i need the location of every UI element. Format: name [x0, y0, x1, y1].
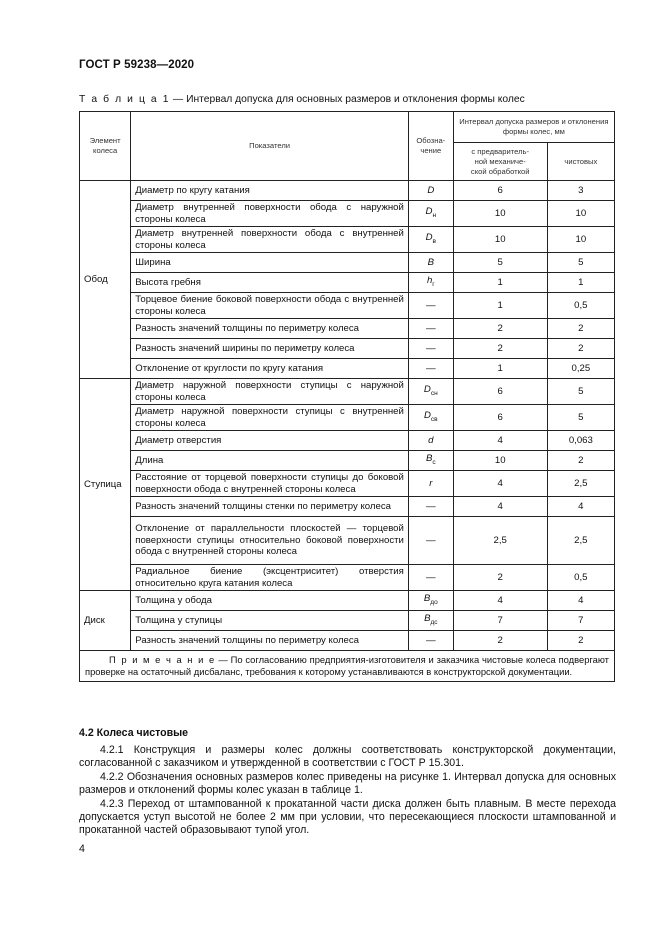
- designation-symbol: B: [423, 592, 431, 604]
- row-preliminary: 10: [453, 227, 547, 253]
- header-indicator: Показатели: [131, 112, 409, 181]
- designation-subscript: н: [432, 211, 437, 219]
- designation-symbol: D: [425, 205, 433, 217]
- designation-symbol: B: [424, 612, 431, 624]
- row-designation: [408, 339, 453, 359]
- table-row: [80, 273, 615, 293]
- row-designation: [408, 359, 453, 379]
- table-row: [80, 227, 615, 253]
- table-row: [80, 201, 615, 227]
- row-designation: [408, 181, 453, 201]
- row-finishing: 0,5: [547, 565, 614, 591]
- row-indicator: Диаметр внутренней поверхности обода с наружной стороны колеса: [131, 201, 409, 227]
- paragraph-4-2-3: 4.2.3 Переход от штампованной к прокатанной части диска должен быть плавным. В месте перехода допускается уступ высотой не более 2 мм при условии, что пересекающиеся плоскости штампованной и прокатанной частей образовывают тупой угол.: [79, 798, 616, 836]
- row-designation: [408, 565, 453, 591]
- row-indicator: Диаметр наружной поверхности ступицы с внутренней стороны колеса: [131, 405, 409, 431]
- group-rim: Обод: [80, 181, 131, 379]
- table-note-row: [80, 651, 615, 682]
- row-preliminary: 1: [453, 273, 547, 293]
- row-finishing: 2: [547, 339, 614, 359]
- row-indicator: Диаметр внутренней поверхности обода с внутренней стороны колеса: [131, 227, 409, 253]
- table-row: [80, 431, 615, 451]
- row-preliminary: 10: [453, 201, 547, 227]
- row-preliminary: 10: [453, 451, 547, 471]
- row-designation: [408, 273, 453, 293]
- table-row: [80, 293, 615, 319]
- row-designation: [408, 253, 453, 273]
- row-finishing: 4: [547, 591, 614, 611]
- designation-symbol: —: [426, 322, 436, 334]
- table-row: [80, 451, 615, 471]
- row-preliminary: 2: [453, 319, 547, 339]
- header-element: Элемент колеса: [80, 112, 131, 181]
- designation-symbol: h: [426, 274, 433, 286]
- table-row: [80, 565, 615, 591]
- row-designation: [408, 227, 453, 253]
- note-label: П р и м е ч а н и е: [109, 654, 216, 665]
- row-finishing: 1: [547, 273, 614, 293]
- row-finishing: 0,063: [547, 431, 614, 451]
- row-indicator: Диаметр отверстия: [131, 431, 409, 451]
- row-finishing: 2: [547, 451, 614, 471]
- row-designation: [408, 379, 453, 405]
- table-row: [80, 181, 615, 201]
- designation-symbol: —: [426, 342, 436, 354]
- page-number: 4: [79, 843, 85, 855]
- document-header: ГОСТ Р 59238—2020: [79, 59, 195, 71]
- designation-subscript: г: [432, 280, 435, 288]
- row-preliminary: 4: [453, 497, 547, 517]
- table-row: [80, 253, 615, 273]
- designation-symbol: D: [425, 231, 433, 243]
- row-preliminary: 7: [453, 611, 547, 631]
- table-caption: [79, 94, 525, 105]
- row-indicator: Длина: [131, 451, 409, 471]
- table-body: [80, 181, 615, 682]
- designation-subscript: св: [430, 415, 438, 423]
- row-finishing: 10: [547, 227, 614, 253]
- row-indicator: Радиальное биение (эксцентриситет) отверстия относительно круга катания колеса: [131, 565, 409, 591]
- row-finishing: 7: [547, 611, 614, 631]
- designation-subscript: сн: [430, 389, 438, 397]
- designation-symbol: —: [426, 362, 436, 374]
- row-indicator: Разность значений толщины стенки по периметру колеса: [131, 497, 409, 517]
- row-finishing: 2: [547, 631, 614, 651]
- row-designation: [408, 471, 453, 497]
- row-designation: [408, 201, 453, 227]
- designation-symbol: B: [425, 452, 433, 464]
- designation-symbol: B: [427, 256, 434, 268]
- table-row: [80, 405, 615, 431]
- row-preliminary: 2,5: [453, 517, 547, 565]
- row-designation: [408, 591, 453, 611]
- tolerance-table: [79, 111, 615, 682]
- row-preliminary: 6: [453, 379, 547, 405]
- table-row: [80, 319, 615, 339]
- row-designation: [408, 497, 453, 517]
- paragraph-4-2-1: 4.2.1 Конструкция и размеры колес должны соответствовать конструкторской документации, согласованной с заказчиком и утвержденной в соответствии с ГОСТ Р 15.301.: [79, 744, 616, 769]
- designation-subscript: дс: [430, 618, 438, 626]
- table-row: [80, 339, 615, 359]
- designation-symbol: —: [426, 500, 436, 512]
- designation-subscript: до: [430, 598, 438, 606]
- table-note: [80, 651, 615, 682]
- designation-symbol: —: [426, 299, 436, 311]
- row-indicator: Толщина у ступицы: [131, 611, 409, 631]
- header-preliminary: с предваритель- ной механиче- ской обработкой: [453, 143, 547, 181]
- designation-symbol: —: [426, 534, 436, 546]
- row-preliminary: 1: [453, 359, 547, 379]
- designation-symbol: D: [423, 383, 431, 395]
- table-row: [80, 517, 615, 565]
- designation-symbol: D: [423, 409, 431, 421]
- row-indicator: Разность значений ширины по периметру колеса: [131, 339, 409, 359]
- row-finishing: 2,5: [547, 517, 614, 565]
- row-finishing: 4: [547, 497, 614, 517]
- row-indicator: Разность значений толщины по периметру колеса: [131, 631, 409, 651]
- table-caption-label: Т а б л и ц а 1: [79, 94, 171, 105]
- row-finishing: 2,5: [547, 471, 614, 497]
- table-row: [80, 471, 615, 497]
- row-preliminary: 4: [453, 471, 547, 497]
- table-caption-text: — Интервал допуска для основных размеров и отклонения формы колес: [170, 94, 525, 105]
- row-finishing: 0,25: [547, 359, 614, 379]
- designation-symbol: r: [429, 477, 433, 489]
- row-indicator: Отклонение от круглости по кругу катания: [131, 359, 409, 379]
- designation-symbol: —: [426, 571, 436, 583]
- header-designation: Обозна- чение: [408, 112, 453, 181]
- row-preliminary: 1: [453, 293, 547, 319]
- row-indicator: Высота гребня: [131, 273, 409, 293]
- row-finishing: 5: [547, 405, 614, 431]
- designation-symbol: —: [426, 634, 436, 646]
- row-indicator: Расстояние от торцевой поверхности ступицы до боковой поверхности обода с внутренней стороны колеса: [131, 471, 409, 497]
- row-finishing: 10: [547, 201, 614, 227]
- paragraph-4-2-2: 4.2.2 Обозначения основных размеров колес приведены на рисунке 1. Интервал допуска для основных размеров и отклонений формы колес указан в таблице 1.: [79, 771, 616, 796]
- row-preliminary: 2: [453, 565, 547, 591]
- designation-symbol: D: [427, 184, 435, 196]
- row-indicator: Диаметр по кругу катания: [131, 181, 409, 201]
- row-designation: [408, 319, 453, 339]
- note-text: — По согласованию предприятия-изготовителя и заказчика чистовые колеса подвергают проверке на остаточный дисбаланс, требования к которому устанавливаются в конструкторской документации.: [85, 654, 609, 677]
- designation-subscript: с: [432, 458, 436, 466]
- table-row: [80, 611, 615, 631]
- row-designation: [408, 611, 453, 631]
- row-indicator: Отклонение от параллельности плоскостей — торцевой поверхности ступицы относительно боковой поверхности обода с внутренней стороны колеса: [131, 517, 409, 565]
- row-finishing: 2: [547, 319, 614, 339]
- designation-subscript: в: [432, 237, 436, 245]
- table-row: [80, 497, 615, 517]
- group-hub: Ступица: [80, 379, 131, 591]
- section-title: 4.2 Колеса чистовые: [79, 727, 189, 739]
- row-designation: [408, 631, 453, 651]
- table-row: [80, 631, 615, 651]
- row-designation: [408, 517, 453, 565]
- row-preliminary: 6: [453, 405, 547, 431]
- row-indicator: Диаметр наружной поверхности ступицы с наружной стороны колеса: [131, 379, 409, 405]
- row-preliminary: 4: [453, 431, 547, 451]
- header-interval: Интервал допуска размеров и отклонения формы колес, мм: [453, 112, 614, 143]
- row-finishing: 0,5: [547, 293, 614, 319]
- row-preliminary: 2: [453, 631, 547, 651]
- row-finishing: 3: [547, 181, 614, 201]
- row-indicator: Разность значений толщины по периметру колеса: [131, 319, 409, 339]
- row-indicator: Ширина: [131, 253, 409, 273]
- row-finishing: 5: [547, 253, 614, 273]
- row-finishing: 5: [547, 379, 614, 405]
- row-designation: [408, 293, 453, 319]
- row-preliminary: 2: [453, 339, 547, 359]
- table-head: [80, 112, 615, 181]
- group-disc: Диск: [80, 591, 131, 651]
- row-designation: [408, 405, 453, 431]
- row-preliminary: 6: [453, 181, 547, 201]
- header-finishing: чистовых: [547, 143, 614, 181]
- row-preliminary: 4: [453, 591, 547, 611]
- designation-symbol: d: [428, 434, 434, 446]
- row-preliminary: 5: [453, 253, 547, 273]
- row-indicator: Торцевое биение боковой поверхности обода с внутренней стороны колеса: [131, 293, 409, 319]
- table-row: [80, 591, 615, 611]
- row-designation: [408, 451, 453, 471]
- row-designation: [408, 431, 453, 451]
- table-row: [80, 379, 615, 405]
- row-indicator: Толщина у обода: [131, 591, 409, 611]
- table-row: [80, 359, 615, 379]
